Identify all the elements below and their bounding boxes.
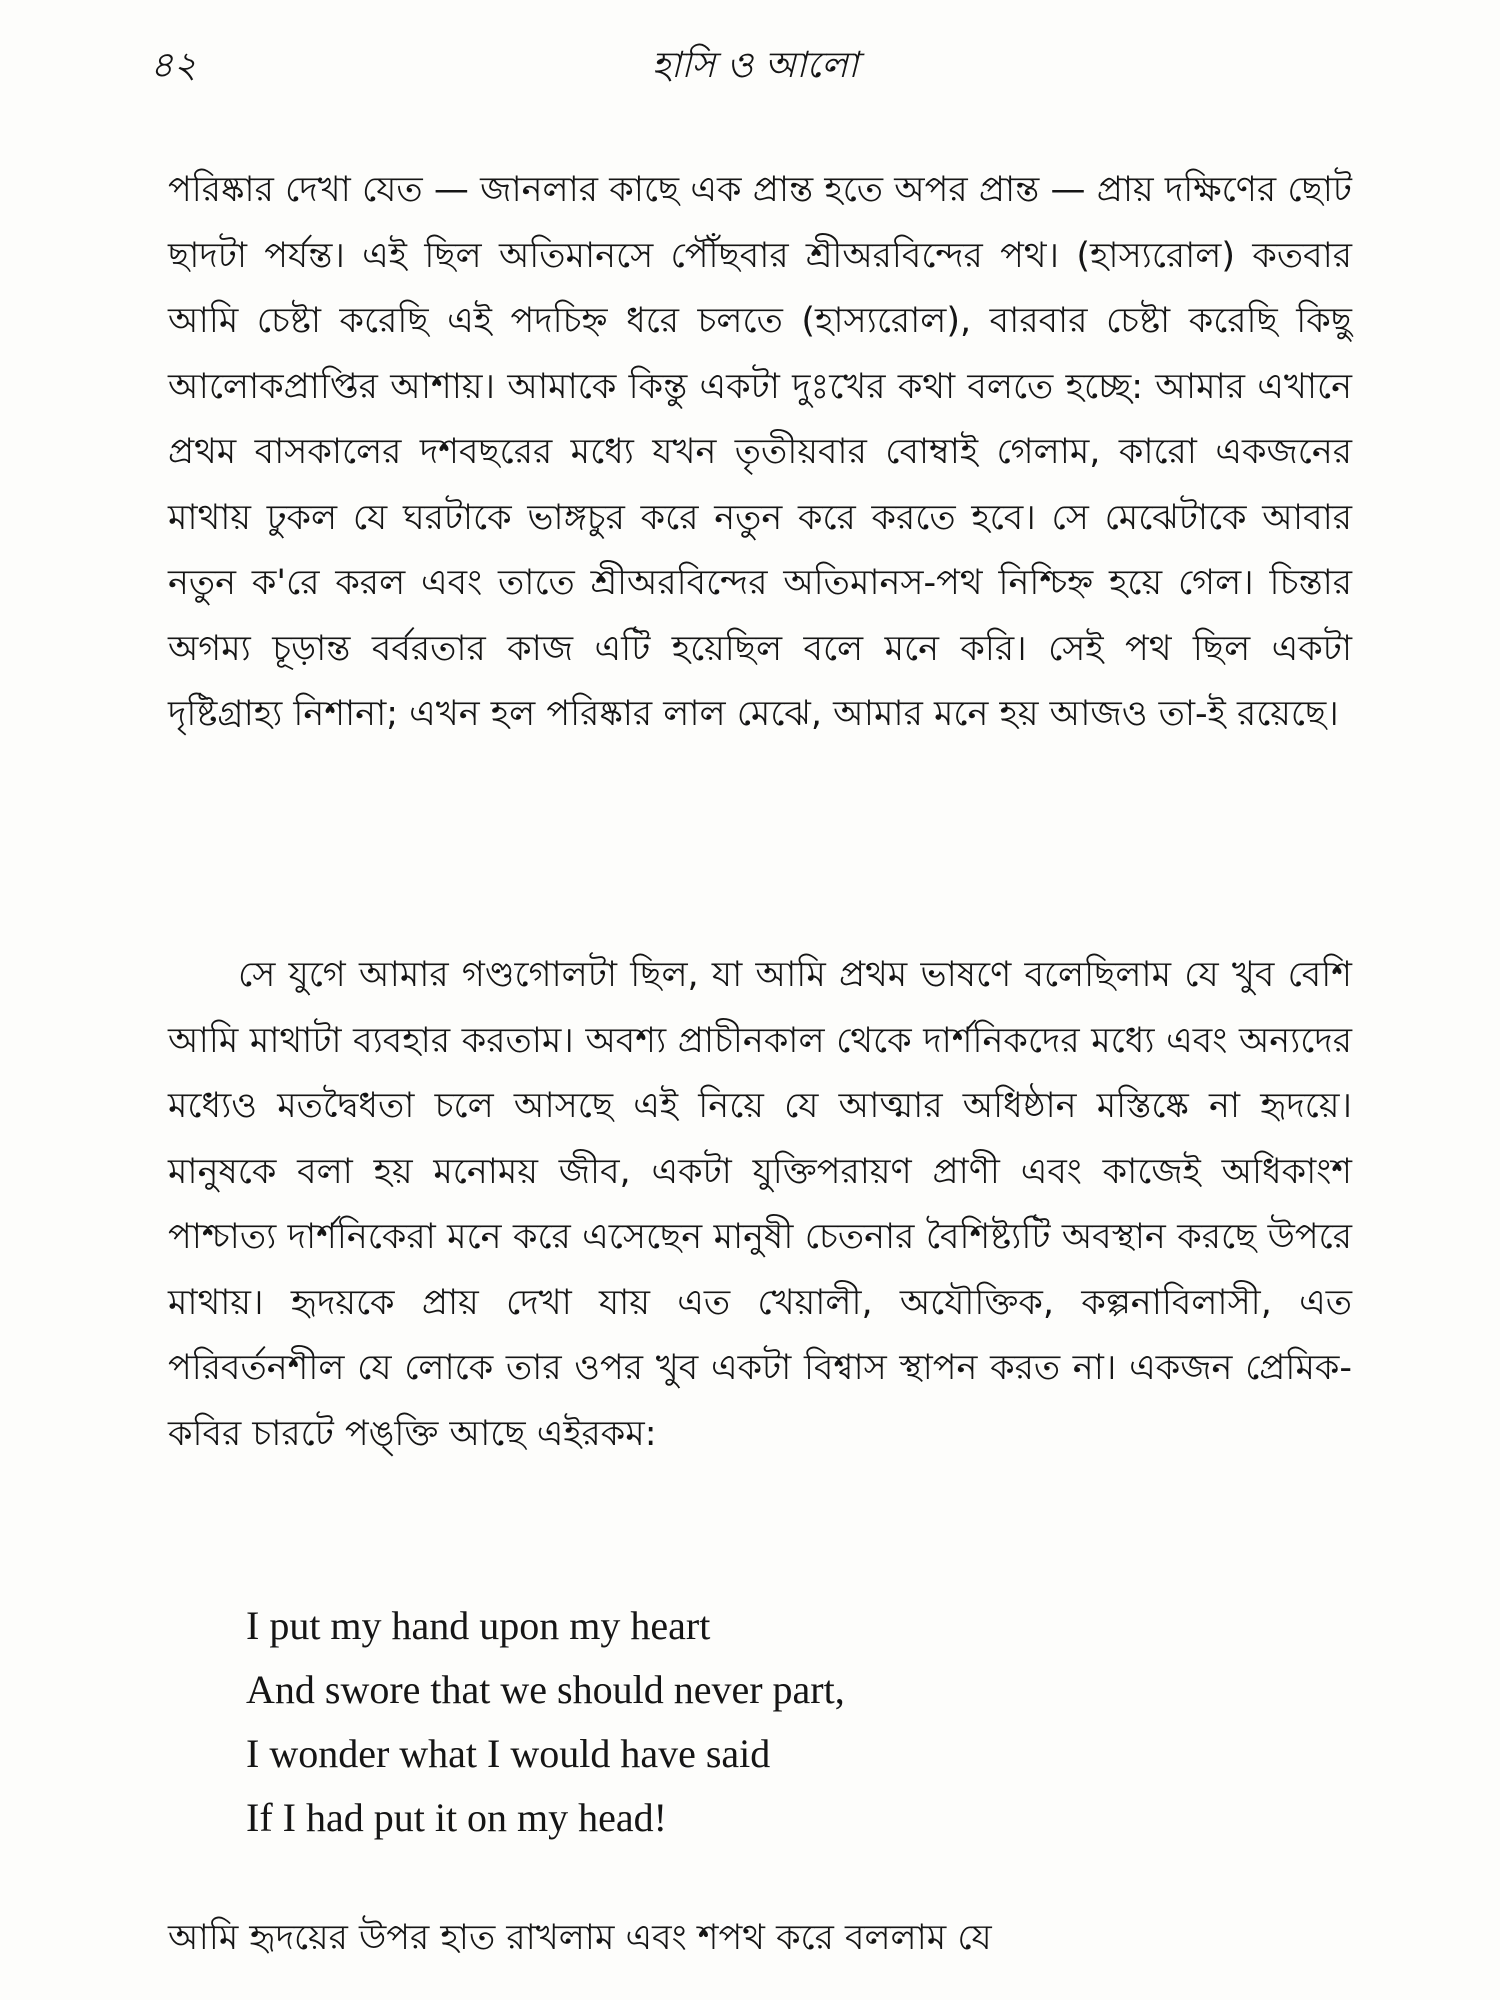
- page-number: ৪২: [150, 45, 197, 86]
- poem-line: I put my hand upon my heart: [246, 1603, 711, 1648]
- page-header: [150, 38, 1360, 98]
- poem-line: I wonder what I would have said: [246, 1731, 771, 1776]
- paragraph-2: সে যুগে আমার গণ্ডগোলটা ছিল, যা আমি প্রথম ভাষণে বলেছিলাম যে খুব বেশি আমি মাথাটা ব্যবহার করতাম। অবশ্য প্রাচীনকাল থেকে দার্শনিকদের মধ্যে এবং অন্যদের মধ্যেও মতদ্বৈধতা চলে আসছে এই নিয়ে যে আত্মার অধিষ্ঠান মস্তিষ্কে না হৃদয়ে। মানুষকে বলা হয় মনোময় জীব, একটা যুক্তিপরায়ণ প্রাণী এবং কাজেই অধিকাংশ পাশ্চাত্য দার্শনিকেরা মনে করে এসেছেন মানুষী চেতনার বৈশিষ্ট্যটি অবস্থান করছে উপরে মাথায়। হৃদয়কে প্রায় দেখা যায় এত খেয়ালী, অযৌক্তিক, কল্পনাবিলাসী, এত পরিবর্তনশীল যে লোকে তার ওপর খুব একটা বিশ্বাস স্থাপন করত না। একজন প্রেমিক-কবির চারটে পঙ্‌ক্তি আছে এইরকম:: [168, 955, 1352, 1454]
- paragraph-1: পরিষ্কার দেখা যেত — জানলার কাছে এক প্রান্ত হতে অপর প্রান্ত — প্রায় দক্ষিণের ছোট ছাদটা পর্যন্ত। এই ছিল অতিমানসে পৌঁছবার শ্রীঅরবিন্দের পথ। (হাস্যরোল) কতবার আমি চেষ্টা করেছি এই পদচিহ্ন ধরে চলতে (হাস্যরোল), বারবার চেষ্টা করেছি কিছু আলোকপ্রাপ্তির আশায়। আমাকে কিন্তু একটা দুঃখের কথা বলতে হচ্ছে: আমার এখানে প্রথম বাসকালের দশবছরের মধ্যে যখন তৃতীয়বার বোম্বাই গেলাম, কারো একজনের মাথায় ঢুকল যে ঘরটাকে ভাঙ্গচুর করে নতুন করে করতে হবে। সে মেঝেটাকে আবার নতুন ক'রে করল এবং তাতে শ্রীঅরবিন্দের অতিমানস-পথ নিশ্চিহ্ন হয়ে গেল। চিন্তার অগম্য চূড়ান্ত বর্বরতার কাজ এটি হয়েছিল বলে মনে করি। সেই পথ ছিল একটা দৃষ্টিগ্রাহ্য নিশানা; এখন হল পরিষ্কার লাল মেঝে, আমার মনে হয় আজও তা-ই রয়েছে।: [168, 170, 1352, 734]
- running-title: হাসি ও আলো: [651, 45, 859, 86]
- paragraph-3: আমি হৃদয়ের উপর হাত রাখলাম এবং শপথ করে বললাম যে: [168, 1918, 992, 1958]
- poem-line: If I had put it on my head!: [246, 1795, 667, 1840]
- poem-line: And swore that we should never part,: [246, 1667, 845, 1712]
- poem-quote: [246, 1594, 845, 1850]
